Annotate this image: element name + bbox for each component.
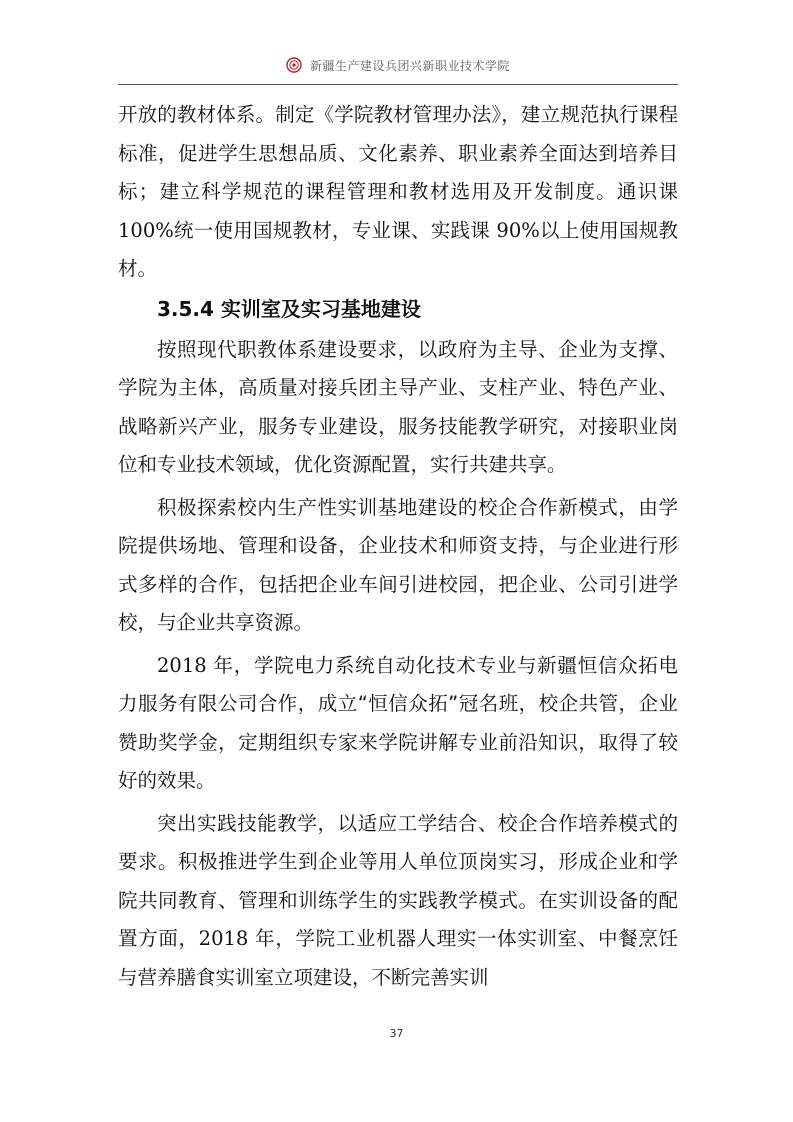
college-seal-icon <box>286 57 302 73</box>
page-header <box>118 50 678 80</box>
section-heading: 3.5.4 实训室及实习基地建设 <box>157 296 421 321</box>
paragraph-2: 积极探索校内生产性实训基地建设的校企合作新模式，由学院提供场地、管理和设备，企业技术和师资支持，与企业进行形式多样的合作，包括把企业车间引进校园，把企业、公司引进学校，与企业共享资源。 <box>118 495 678 634</box>
paragraph-3-lead: 2018 年，学院电力系统自动化技术专业与 <box>157 653 538 677</box>
paragraph-3 <box>118 647 678 801</box>
paragraph-3-body: 新疆恒信众拓电力服务有限公司合作，成立“恒信众拓”冠名班，校企共管，企业赞助奖学金，定期组织专家来学院讲解专业前沿知识，取得了较好的效果。 <box>118 653 678 792</box>
continued-paragraph: 开放的教材体系。制定《学院教材管理办法》，建立规范执行课程标准，促进学生思想品质、文化素养、职业素养全面达到培养目标；建立科学规范的课程管理和教材选用及开发制度。通识课100%统一使用国规教材，专业课、实践课 90%以上使用国规教材。 <box>118 103 678 280</box>
page-number: 37 <box>389 1027 404 1040</box>
header-divider <box>118 84 678 85</box>
header-institution-name: 新疆生产建设兵团兴新职业技术学院 <box>309 58 510 73</box>
paragraph-4: 突出实践技能教学，以适应工学结合、校企合作培养模式的要求。积极推进学生到企业等用人单位顶岗实习，形成企业和学院共同教育、管理和训练学生的实践教学模式。在实训设备的配置方面，2018 年，学院工业机器人理实一体实训室、中餐烹饪与营养膳食实训室立项建设，不断完善实训 <box>118 811 678 989</box>
paragraph-1: 按照现代职教体系建设要求，以政府为主导、企业为支撑、学院为主体，高质量对接兵团主导产业、支柱产业、特色产业、战略新兴产业，服务专业建设，服务技能教学研究，对接职业岗位和专业技术领域，优化资源配置，实行共建共享。 <box>118 337 678 476</box>
document-body <box>118 96 678 997</box>
